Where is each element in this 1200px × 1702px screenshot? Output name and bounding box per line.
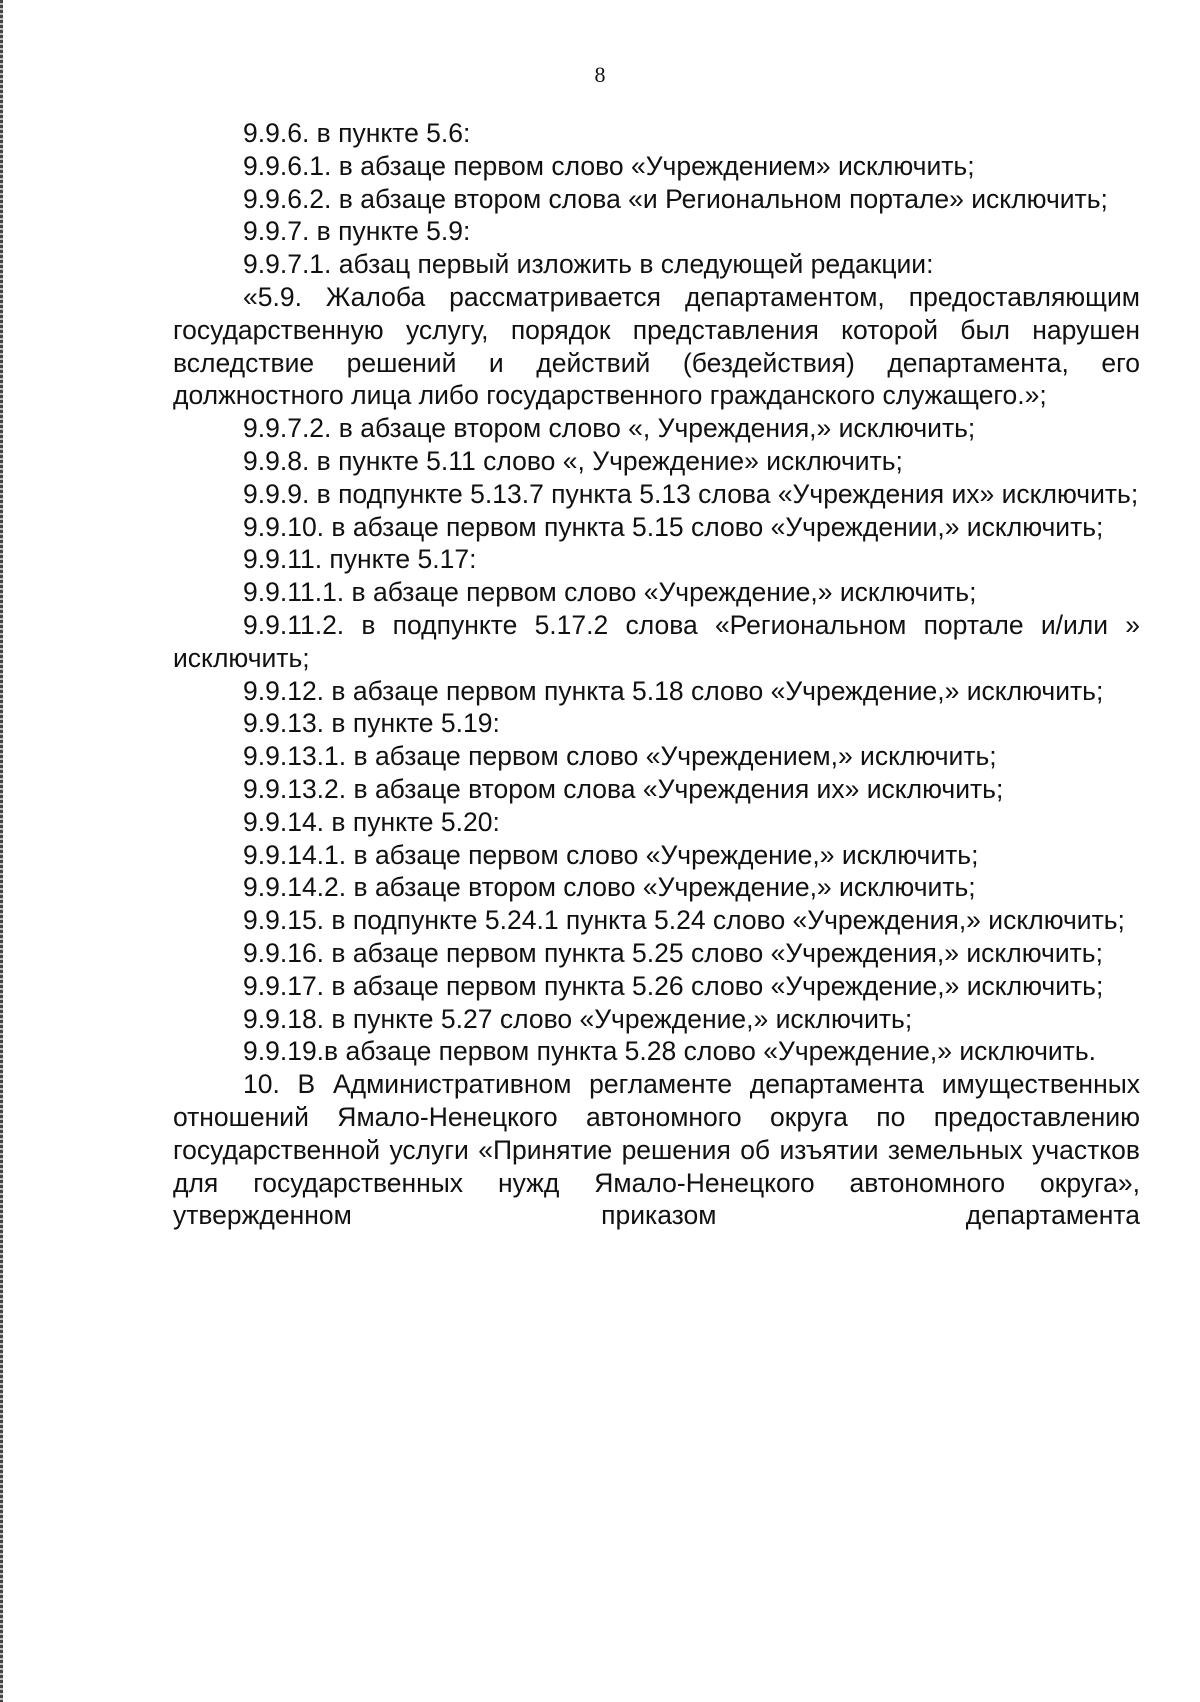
paragraph-9-9-13-1: 9.9.13.1. в абзаце первом слово «Учреждением,» исключить; bbox=[243, 741, 997, 772]
paragraph-9-9-10: 9.9.10. в абзаце первом пункта 5.15 слово «Учреждении,» исключить; bbox=[243, 511, 1104, 542]
paragraph-9-9-6-2: 9.9.6.2. в абзаце втором слова «и Региональном портале» исключить; bbox=[243, 183, 1108, 214]
paragraph-9-9-12: 9.9.12. в абзаце первом пункта 5.18 слово «Учреждение,» исключить; bbox=[243, 675, 1104, 706]
paragraph-9-9-14-1: 9.9.14.1. в абзаце первом слово «Учреждение,» исключить; bbox=[243, 839, 979, 870]
paragraph-9-9-16: 9.9.16. в абзаце первом пункта 5.25 слово «Учреждения,» исключить; bbox=[243, 937, 1103, 968]
page-number: 8 bbox=[594, 62, 606, 87]
paragraph-9-9-11-2: 9.9.11.2. в подпункте 5.17.2 слова «Региональном портале и/или » исключить; bbox=[173, 609, 1140, 673]
paragraph-9-9-11: 9.9.11. пункте 5.17: bbox=[243, 544, 477, 575]
paragraph-9-9-13: 9.9.13. в пункте 5.19: bbox=[243, 708, 500, 739]
paragraph-10: 10. В Административном регламенте департамента имущественных отношений Ямало-Ненецкого автономного округа по предоставлению государственной услуги «Принятие решения об изъятии земельных участков для государственных нужд Ямало-Ненецкого автономного округа», утвержденном приказом департамента bbox=[173, 1069, 1140, 1231]
paragraph-9-9-13-2: 9.9.13.2. в абзаце втором слова «Учреждения их» исключить; bbox=[243, 773, 1004, 804]
paragraph-9-9-11-1: 9.9.11.1. в абзаце первом слово «Учреждение,» исключить; bbox=[243, 577, 977, 608]
paragraph-9-9-7-2: 9.9.7.2. в абзаце втором слово «, Учреждения,» исключить; bbox=[243, 413, 976, 444]
paragraph-9-9-14: 9.9.14. в пункте 5.20: bbox=[243, 806, 500, 837]
paragraph-9-9-17: 9.9.17. в абзаце первом пункта 5.26 слово «Учреждение,» исключить; bbox=[243, 970, 1104, 1001]
paragraph-9-9-19: 9.9.19.в абзаце первом пункта 5.28 слово «Учреждение,» исключить. bbox=[243, 1036, 1096, 1067]
paragraph-9-9-6: 9.9.6. в пункте 5.6: bbox=[243, 118, 471, 148]
paragraph-9-9-7: 9.9.7. в пункте 5.9: bbox=[243, 216, 471, 247]
scan-left-edge bbox=[0, 0, 3, 1702]
document-body bbox=[173, 117, 1140, 1232]
paragraph-9-9-9: 9.9.9. в подпункте 5.13.7 пункта 5.13 слова «Учреждения их» исключить; bbox=[243, 478, 1139, 509]
paragraph-9-9-18: 9.9.18. в пункте 5.27 слово «Учреждение,» исключить; bbox=[243, 1003, 913, 1034]
paragraph-9-9-6-1: 9.9.6.1. в абзаце первом слово «Учреждением» исключить; bbox=[243, 150, 975, 181]
paragraph-9-9-7-1: 9.9.7.1. абзац первый изложить в следующей редакции: bbox=[243, 249, 934, 280]
paragraph-9-9-15: 9.9.15. в подпункте 5.24.1 пункта 5.24 слово «Учреждения,» исключить; bbox=[243, 905, 1125, 936]
paragraph-9-9-8: 9.9.8. в пункте 5.11 слово «, Учреждение» исключить; bbox=[243, 445, 903, 476]
paragraph-9-9-14-2: 9.9.14.2. в абзаце втором слово «Учреждение,» исключить; bbox=[243, 872, 976, 903]
paragraph-5-9-quote: «5.9. Жалоба рассматривается департаментом, предоставляющим государственную услугу, порядок представления которой был нарушен вследствие решений и действий (бездействия) департамента, его должностного лица либо государственного гражданского служащего.»; bbox=[173, 281, 1140, 411]
